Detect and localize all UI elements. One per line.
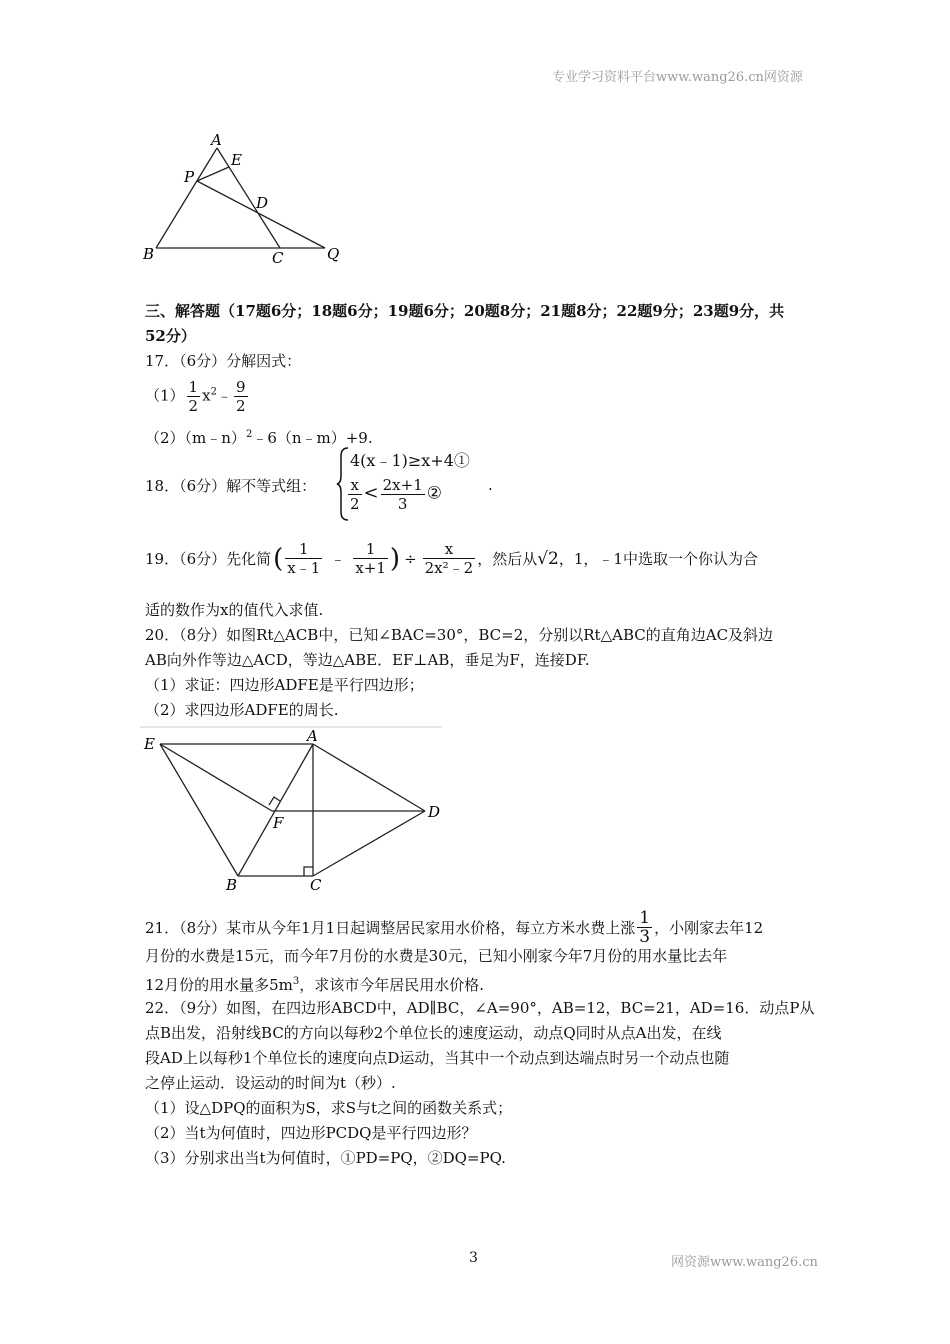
figure-triangle-abc	[135, 128, 355, 268]
label-f: F	[273, 814, 284, 832]
line-ef	[160, 744, 272, 811]
q22-part1: （1）设△DPQ的面积为S，求S与t之间的函数关系式；	[145, 1099, 513, 1117]
q20-part1: （1）求证：四边形ADFE是平行四边形；	[145, 676, 424, 694]
q22-line4: 之停止运动．设运动的时间为t（秒）.	[145, 1074, 396, 1092]
q20-line1: 20．（8分）如图Rt△ACB中，已知∠BAC=30°，BC=2，分别以Rt△ABC的直角边AC及斜边	[145, 626, 774, 644]
q20-line2: AB向外作等边△ACD，等边△ABE．EF⊥AB，垂足为F，连接DF.	[145, 651, 590, 669]
label-p: P	[184, 168, 195, 186]
q18-inequality-1: 4(x﹣1)≥x+4①	[350, 451, 470, 470]
q21-line1: 21．（8分）某市从今年1月1日起调整居民家用水价格，每立方米水费上涨 $\frac{1}{3}$ ，小刚家去年12	[145, 908, 764, 947]
q17-part2: （2）（m﹣n）$^2$﹣6（n﹣m）+9.	[145, 429, 373, 447]
line-ab	[156, 148, 217, 248]
q18-inequality-2: $\frac{x}{2}$ < $\frac{2x+1}{3}$ ②	[350, 476, 443, 513]
q22-line2: 点B出发，沿射线BC的方向以每秒2个单位长的速度运动，动点Q同时从点A出发，在线	[145, 1024, 722, 1042]
label-d: D	[428, 803, 441, 821]
right-angle-mark-c	[304, 867, 313, 876]
label-e: E	[144, 735, 155, 753]
q18-stem: 18．（6分）解不等式组：	[145, 477, 317, 495]
q18-end: .	[488, 476, 493, 494]
q22-line1: 22．（9分）如图，在四边形ABCD中，AD∥BC，∠A=90°，AB=12，BC=21，AD=16．动点P从	[145, 999, 815, 1017]
line-cd	[313, 811, 425, 876]
q17-part1: （1） $\frac{1}{2}$ $x^2﹣$ $\frac{9}{2}$	[145, 378, 246, 415]
label-d: D	[256, 194, 269, 212]
q19-line2: 适的数作为x的值代入求值.	[145, 601, 324, 619]
line-ad	[313, 744, 425, 811]
q22-line3: 段AD上以每秒1个单位长的速度向点D运动，当其中一个动点到达端点时另一个动点也随	[145, 1049, 730, 1067]
q22-part2: （2）当t为何值时，四边形PCDQ是平行四边形？	[145, 1124, 477, 1142]
q21-line2: 月份的水费是15元，而今年7月份的水费是30元，已知小刚家今年7月份的用水量比去年	[145, 947, 728, 965]
line-ac	[217, 148, 280, 248]
line-ab	[238, 744, 313, 876]
label-c: C	[310, 876, 322, 894]
label-b: B	[143, 245, 155, 263]
label-e: E	[231, 151, 242, 169]
label-c: C	[272, 249, 284, 267]
line-eb	[160, 744, 238, 876]
line-pq	[197, 181, 325, 248]
label-b: B	[226, 876, 238, 894]
q19-line1: 19．（6分）先化简 ( $\frac{1}{x﹣1}$ ﹣ $\frac{1}{x+1}$ ) ÷ $\frac{x}{\text{2x²﹣2}}$ ，然后从 √2 ，1，﹣1 中选取一个你认为合	[145, 540, 758, 577]
page-header: 专业学习资料平台www.wang26.cn网资源	[552, 70, 803, 85]
label-a: A	[307, 727, 318, 745]
label-q: Q	[327, 245, 340, 263]
section-title: 三、解答题（17题6分；18题6分；19题6分；20题8分；21题8分；22题9分；23题9分，共	[145, 302, 785, 320]
page-number: 3	[469, 1250, 478, 1266]
q20-part2: （2）求四边形ADFE的周长.	[145, 701, 339, 719]
q22-part3: （3）分别求出当t为何值时，①PD=PQ，②DQ=PQ.	[145, 1149, 506, 1167]
label-a: A	[211, 131, 222, 149]
q17-stem: 17．（6分）分解因式：	[145, 352, 302, 370]
figure-quadrilateral-adfe	[140, 726, 445, 894]
section-title-cont: 52分）	[145, 327, 196, 345]
q21-line3: 12月份的用水量多$5m^3$，求该市今年居民用水价格.	[145, 976, 485, 994]
page-footer-site: 网资源www.wang26.cn	[671, 1255, 818, 1270]
